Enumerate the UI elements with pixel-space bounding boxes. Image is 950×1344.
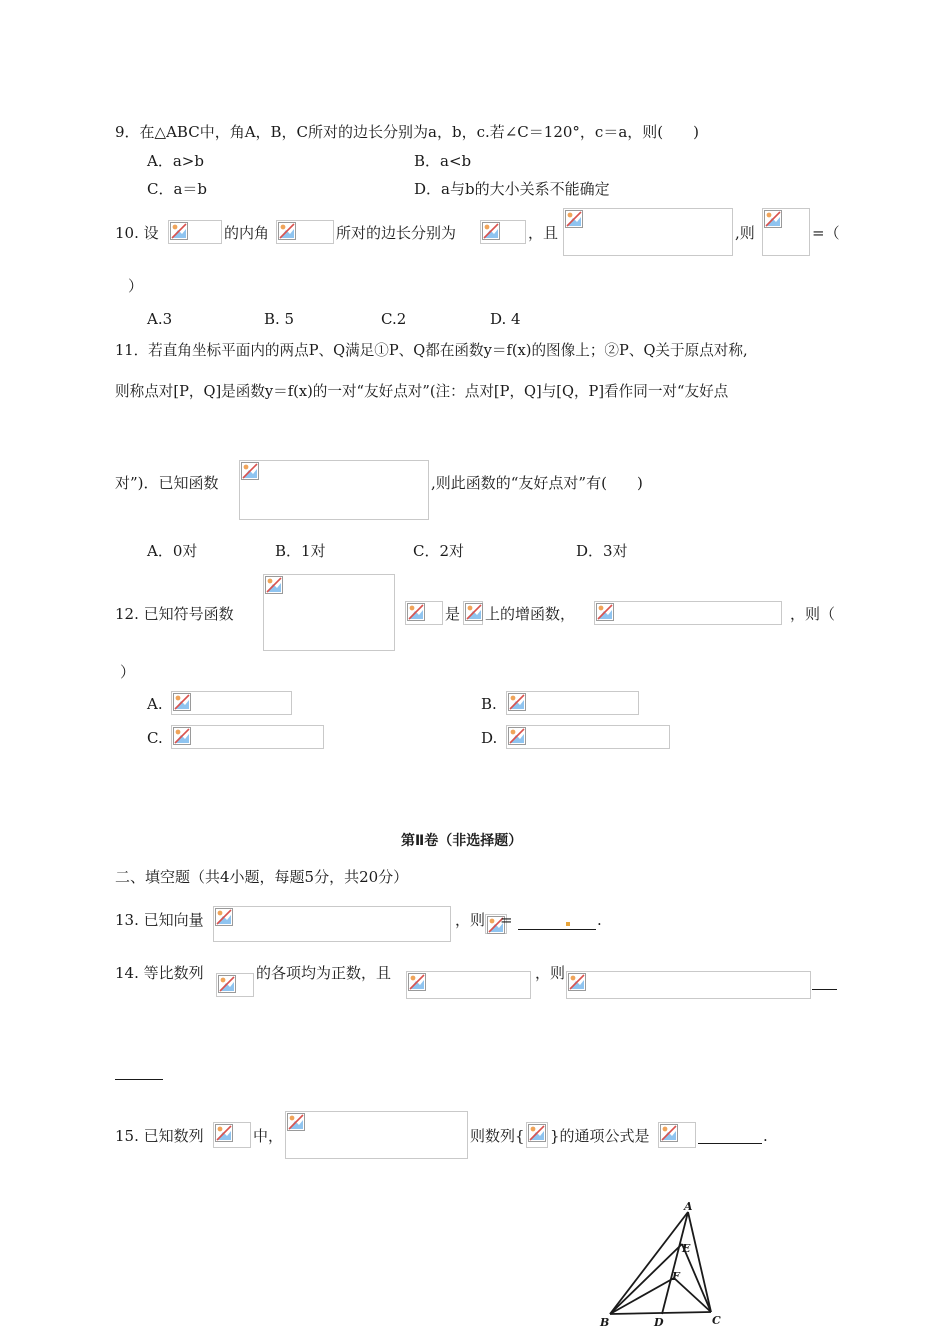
answer-blank <box>812 989 837 990</box>
q15-text: 则数列{ <box>470 1127 525 1145</box>
side-ac <box>688 1212 711 1312</box>
formula-image <box>480 220 526 244</box>
q11-line-1: 11．若直角坐标平面内的两点P、Q满足①P、Q都在函数y＝f(x)的图像上；②P、Q关于原点对称, <box>115 342 748 359</box>
dot-mark <box>566 922 570 926</box>
section-title: 第Ⅱ卷（非选择题） <box>401 833 523 849</box>
answer-blank <box>518 929 596 930</box>
broken-image-icon <box>568 973 586 991</box>
q9-option-d: D．a与b的大小关系不能确定 <box>414 180 610 198</box>
formula-image <box>405 601 443 625</box>
q10-option-c: C.2 <box>381 310 407 328</box>
broken-image-icon <box>173 727 191 745</box>
formula-image <box>216 973 254 997</box>
formula-image <box>263 574 395 651</box>
q15-text: 中， <box>253 1127 284 1145</box>
q11-option-a: A．0对 <box>147 542 198 560</box>
formula-image <box>213 906 451 942</box>
q12-text: ，则（ <box>790 605 836 623</box>
q15-period: . <box>763 1127 768 1145</box>
broken-image-icon <box>508 693 526 711</box>
broken-image-icon <box>565 210 583 228</box>
point-label-e: E <box>682 1242 691 1255</box>
q11-line-2: 则称点对[P，Q]是函数y＝f(x)的一对“友好点对”(注：点对[P，Q]与[Q，P]看作同一对“友好点 <box>115 383 729 400</box>
q10-text: ，且 <box>528 224 559 242</box>
broken-image-icon <box>482 222 500 240</box>
broken-image-icon <box>660 1124 678 1142</box>
broken-image-icon <box>528 1124 546 1142</box>
broken-image-icon <box>278 222 296 240</box>
triangle-figure <box>590 1198 730 1344</box>
side-bc <box>610 1312 711 1314</box>
section-subtitle: 二、填空题（共4小题，每题5分，共20分） <box>115 868 409 886</box>
q9-stem: 9．在△ABC中，角A，B，C所对的边长分别为a，b，c.若∠C＝120°，c＝a，则( ) <box>115 123 699 141</box>
q11-option-b: B．1对 <box>275 542 326 560</box>
broken-image-icon <box>215 1124 233 1142</box>
formula-image <box>213 1122 251 1148</box>
formula-image <box>171 725 324 749</box>
q10-option-a: A.3 <box>147 310 173 328</box>
broken-image-icon <box>287 1113 305 1131</box>
formula-image <box>526 1122 548 1148</box>
formula-image <box>563 208 733 256</box>
q12-option-a: A. <box>147 695 163 713</box>
q12-label: 12. 已知符号函数 <box>115 605 234 623</box>
q12-text: 上的增函数， <box>485 605 576 623</box>
q11-option-d: D．3对 <box>576 542 628 560</box>
vertex-label-b: B <box>600 1316 610 1329</box>
q12-option-b: B. <box>481 695 497 713</box>
formula-image <box>168 220 222 244</box>
q15-text: }的通项公式是 <box>550 1127 650 1145</box>
formula-image <box>658 1122 696 1148</box>
broken-image-icon <box>215 908 233 926</box>
broken-image-icon <box>764 210 782 228</box>
broken-image-icon <box>465 603 483 621</box>
formula-image <box>276 220 334 244</box>
q15-label: 15. 已知数列 <box>115 1127 204 1145</box>
q10-option-b: B. 5 <box>264 310 295 328</box>
broken-image-icon <box>170 222 188 240</box>
formula-image <box>463 601 483 625</box>
broken-image-icon <box>596 603 614 621</box>
formula-image <box>566 971 811 999</box>
broken-image-icon <box>218 975 236 993</box>
q9-option-b: B．a<b <box>414 152 472 170</box>
q9-option-c: C．a＝b <box>147 180 208 198</box>
q10-option-d: D. 4 <box>490 310 521 328</box>
broken-image-icon <box>407 603 425 621</box>
q12-text: 是 <box>445 605 461 623</box>
side-ab <box>610 1212 688 1314</box>
q13-text: ，则 <box>455 911 486 929</box>
q12-close-paren: ） <box>120 663 136 681</box>
q11-option-c: C．2对 <box>413 542 465 560</box>
formula-image <box>506 725 670 749</box>
formula-image <box>506 691 639 715</box>
point-label-d: D <box>654 1316 664 1329</box>
q10-text: =（ <box>812 224 840 242</box>
formula-image <box>239 460 429 520</box>
q12-option-c: C. <box>147 729 163 747</box>
segment-ad <box>662 1212 688 1314</box>
q13-label: 13. 已知向量 <box>115 911 204 929</box>
broken-image-icon <box>265 576 283 594</box>
q11-line-3b: ,则此函数的“友好点对”有( ) <box>431 474 643 492</box>
answer-blank <box>698 1143 762 1144</box>
formula-image <box>285 1111 468 1159</box>
answer-blank <box>115 1079 163 1080</box>
q10-text: 的内角 <box>224 224 270 242</box>
formula-image <box>594 601 782 625</box>
broken-image-icon <box>173 693 191 711</box>
segment-cf <box>674 1278 711 1312</box>
q14-text: ，则 <box>535 964 566 982</box>
q13-period: . <box>597 911 602 929</box>
broken-image-icon <box>408 973 426 991</box>
broken-image-icon <box>241 462 259 480</box>
q10-close-paren: ） <box>128 277 144 295</box>
formula-image <box>406 971 531 999</box>
point-label-f: F <box>672 1270 680 1283</box>
q9-option-a: A．a>b <box>147 152 204 170</box>
broken-image-icon <box>508 727 526 745</box>
vertex-label-a: A <box>684 1200 693 1213</box>
q10-text: 所对的边长分别为 <box>336 224 457 242</box>
q14-text: 的各项均为正数，且 <box>256 964 392 982</box>
formula-image <box>171 691 292 715</box>
q10-label: 10. 设 <box>115 224 159 242</box>
vertex-label-c: C <box>712 1314 721 1327</box>
q10-text: ,则 <box>735 224 755 242</box>
q12-option-d: D. <box>481 729 498 747</box>
q11-line-3: 对”)．已知函数 <box>115 474 219 492</box>
q13-equals: = <box>500 911 513 929</box>
q14-label: 14. 等比数列 <box>115 964 204 982</box>
formula-image <box>762 208 810 256</box>
